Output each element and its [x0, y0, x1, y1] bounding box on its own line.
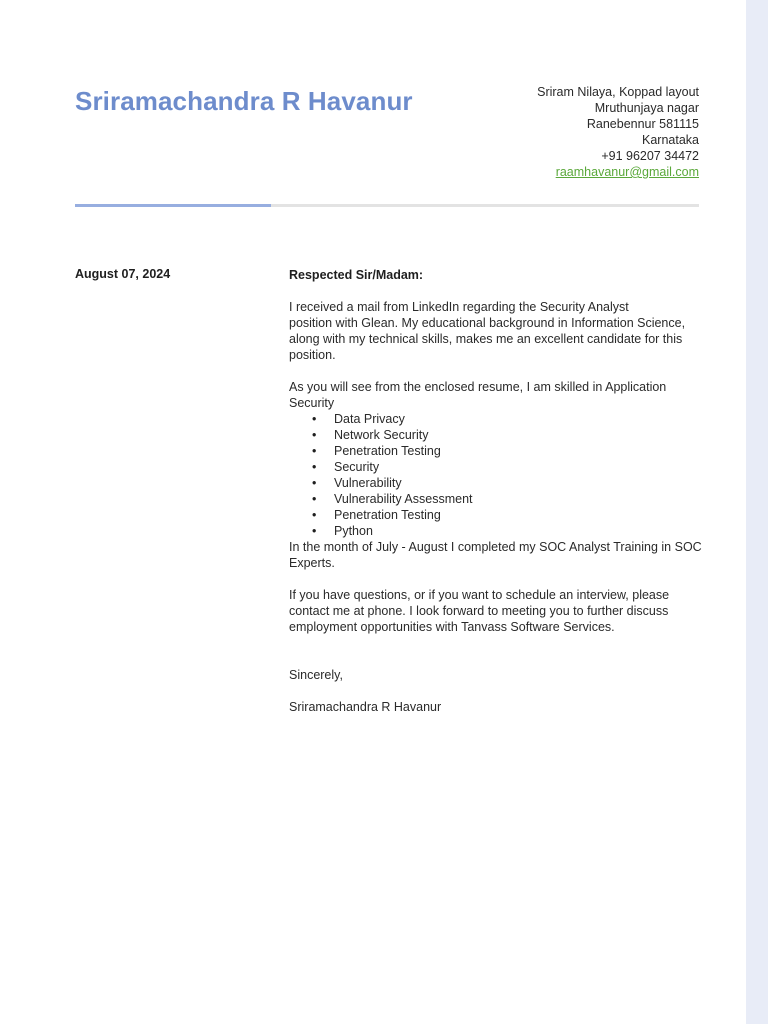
paragraph-line: I received a mail from LinkedIn regarding the Security Analyst: [289, 300, 629, 314]
skills-list: [289, 411, 701, 539]
letter-date: August 07, 2024: [75, 267, 171, 281]
paragraph-skills: [289, 379, 701, 411]
paragraph-line: employment opportunities with Tanvass Software Services.: [289, 620, 615, 634]
header-divider-accent: [75, 204, 271, 207]
paragraph-line: As you will see from the enclosed resume, I am skilled in Application: [289, 380, 667, 394]
address-line: Mruthunjaya nagar: [594, 101, 699, 115]
page-side-strip: [746, 0, 768, 1024]
sender-name: Sriramachandra R Havanur: [75, 86, 413, 116]
closing: Sincerely,: [289, 668, 343, 682]
paragraph-line: along with my technical skills, makes me an excellent candidate for this: [289, 332, 683, 346]
paragraph-line: Experts.: [289, 556, 335, 570]
email-link[interactable]: raamhavanur@gmail.com: [555, 165, 699, 179]
paragraph-line: In the month of July - August I completed my SOC Analyst Training in SOC: [289, 540, 702, 554]
skill-item: • Python: [289, 523, 701, 539]
paragraph-contact: [289, 587, 701, 635]
address-line: Ranebennur 581115: [586, 117, 699, 131]
paragraph-line: position.: [289, 348, 336, 362]
paragraph-line: If you have questions, or if you want to schedule an interview, please: [289, 588, 670, 602]
skill-item: • Network Security: [289, 427, 701, 443]
paragraph-training: [289, 539, 701, 571]
address-line: Sriram Nilaya, Koppad layout: [537, 85, 699, 99]
salutation: Respected Sir/Madam:: [289, 268, 424, 282]
signature-name: Sriramachandra R Havanur: [289, 700, 442, 714]
skill-item: • Data Privacy: [289, 411, 701, 427]
paragraph-line: contact me at phone. I look forward to meeting you to further discuss: [289, 604, 669, 618]
phone-number: +91 96207 34472: [601, 149, 699, 163]
paragraph-line: Security: [289, 396, 335, 410]
skill-item: • Penetration Testing: [289, 507, 701, 523]
skill-item: • Vulnerability Assessment: [289, 491, 701, 507]
paragraph-line: position with Glean. My educational background in Information Science,: [289, 316, 686, 330]
sender-address: [379, 84, 699, 180]
skill-item: • Penetration Testing: [289, 443, 701, 459]
address-line: Karnataka: [642, 133, 699, 147]
paragraph-intro: [289, 299, 701, 363]
letter-body: [289, 267, 701, 715]
skill-item: • Security: [289, 459, 701, 475]
skill-item: • Vulnerability: [289, 475, 701, 491]
